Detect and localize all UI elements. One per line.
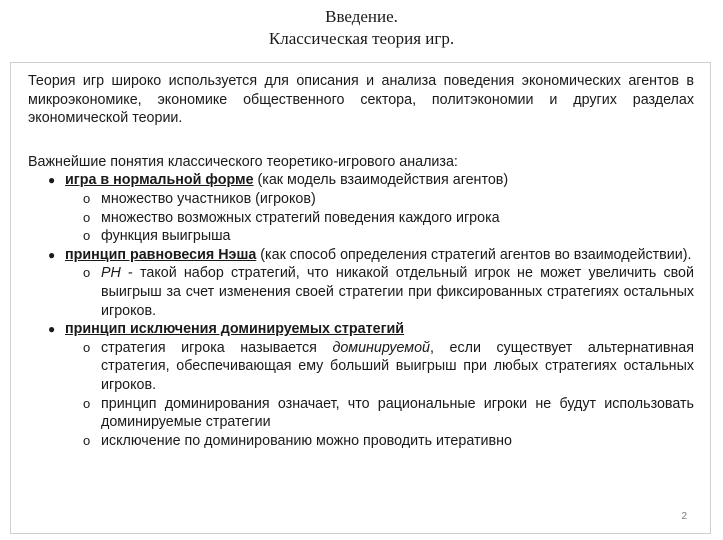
circle-bullet-icon: o [83, 265, 91, 281]
concepts-list [28, 171, 694, 450]
sub-item-text: принцип доминирования означает, что рациональные игроки не будут использовать доминируемые стратегии [101, 395, 694, 431]
term-dominated-strategies: принцип исключения доминируемых стратегий [65, 321, 405, 338]
concepts-heading: Важнейшие понятия классического теоретико-игрового анализа: [28, 153, 458, 170]
sub-list-item [65, 395, 694, 432]
term-explanation: (как модель взаимодействия агентов) [253, 172, 509, 189]
sub-item-text: множество участников (игроков) [101, 190, 316, 207]
list-item [28, 246, 694, 320]
bullet-icon: ● [48, 173, 56, 188]
bullet-icon: ● [48, 247, 56, 262]
intro-paragraph: Теория игр широко используется для описания и анализа поведения экономических агентов в микроэкономике, экономике общественного сектора, политэкономии и других разделах экономической теории. [28, 73, 694, 127]
sub-item-text: - такой набор стратегий, что никакой отдельный игрок не может увеличить свой выигрыш за счет изменения своей стратегии при фиксированных стратегиях остальных игроков. [101, 265, 694, 319]
circle-bullet-icon: o [83, 228, 91, 244]
page-number: 2 [681, 511, 687, 522]
sub-list-item [65, 209, 694, 228]
sub-list-item [65, 190, 694, 209]
nash-abbreviation: PH [101, 265, 121, 282]
dominated-term: доминируемой [332, 339, 430, 356]
term-explanation: (как способ определения стратегий агентов во взаимодействии). [256, 246, 692, 263]
sub-list-item [65, 339, 694, 395]
term-nash-equilibrium: принцип равновесия Нэша [65, 246, 257, 263]
slide-content [28, 72, 694, 450]
list-item [28, 320, 694, 450]
sub-list-item [65, 432, 694, 451]
sub-list [65, 264, 694, 320]
sub-item-text: функция выигрыша [101, 228, 231, 245]
circle-bullet-icon: o [83, 190, 91, 206]
term-normal-form-game: игра в нормальной форме [65, 172, 254, 189]
sub-item-text: стратегия игрока называется [101, 339, 333, 356]
bullet-icon: ● [48, 322, 56, 337]
circle-bullet-icon: o [83, 432, 91, 448]
title-line-2: Классическая теория игр. [268, 29, 455, 48]
title-line-1: Введение. [325, 7, 398, 26]
circle-bullet-icon: o [83, 395, 91, 411]
circle-bullet-icon: o [83, 339, 91, 355]
circle-bullet-icon: o [83, 209, 91, 225]
sub-item-text: , если существует альтернативная стратегия, обеспечивающая ему больший выигрыш при любых стратегиях остальных игроков. [101, 339, 695, 393]
sub-item-text: исключение по доминированию можно проводить итеративно [101, 432, 512, 449]
sub-list-item [65, 227, 694, 246]
sub-list-item [65, 264, 694, 320]
list-item [28, 171, 694, 245]
sub-list [65, 339, 694, 451]
sub-item-text: множество возможных стратегий поведения каждого игрока [101, 209, 500, 226]
sub-list [65, 190, 694, 246]
slide-title [0, 6, 723, 50]
